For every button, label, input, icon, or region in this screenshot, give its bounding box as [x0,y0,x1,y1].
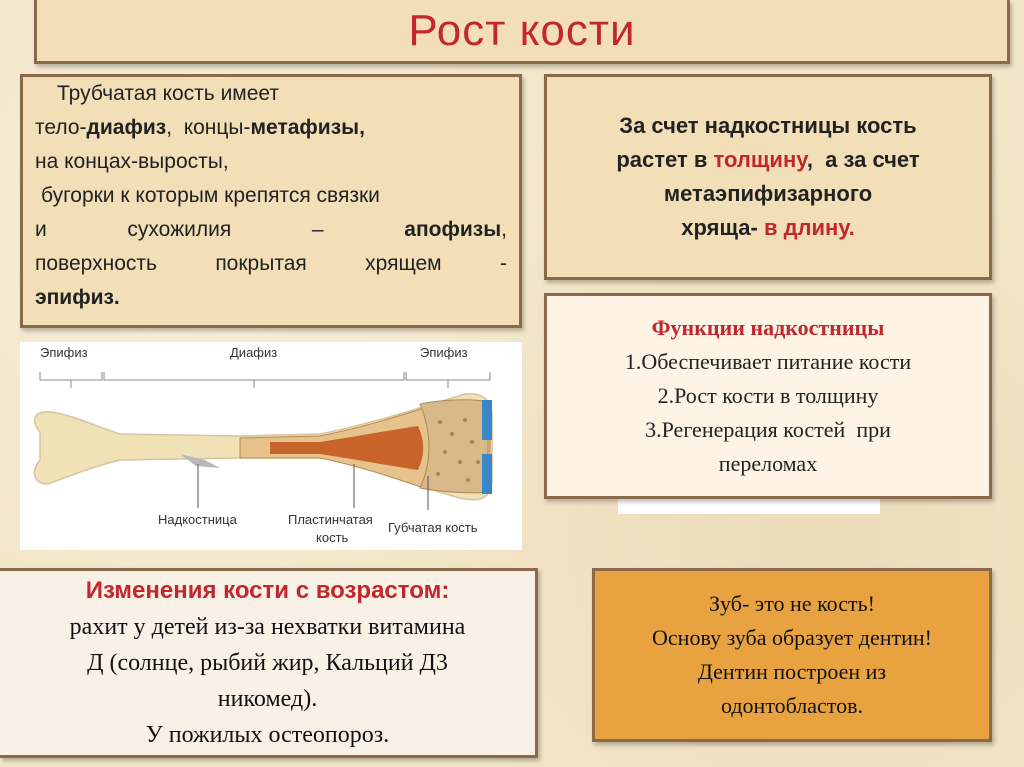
text: , концы- [166,116,251,139]
label-lamellar-bone-2: кость [316,530,349,545]
function-item: 2.Рост кости в толщину [657,383,879,408]
text: растет в [616,147,714,172]
bone-growth-box [544,74,992,280]
function-item: 3.Регенерация костей при [645,417,891,442]
term-length: в длину. [763,215,855,240]
page-title: Рост кости [408,5,636,55]
text: хряща- [681,215,764,240]
text-line: рахит у детей из-за нехватки витамина [69,614,466,640]
text-line: Д (солнце, рыбий жир, Кальций Д3 [87,650,448,676]
tooth-note-box [592,568,992,742]
function-item: 1.Обеспечивает питание кости [624,349,912,374]
text: поверхность [35,252,157,275]
function-item: переломах [718,451,818,476]
bone-diagram [20,342,522,550]
text: - [500,252,507,275]
tubular-bone-description [20,74,522,328]
long-bone-illustration [20,342,522,550]
text-line: метаэпифизарного [663,181,873,206]
text-line: одонтобластов. [720,693,864,718]
term-metaphyses: метафизы [250,116,360,139]
text-line: Основу зуба образует дентин! [652,625,932,650]
text-line: никомед). [217,686,318,712]
text: , [501,218,507,241]
age-changes-heading: Изменения кости с возрастом: [85,577,450,604]
label-diaphysis: Диафиз [230,345,278,360]
periosteum-functions-box [544,293,992,499]
text-line: бугорки к которым крепятся связки [41,184,380,207]
text: хрящем [365,252,442,275]
title-bar [34,0,1010,64]
text: сухожилия [127,218,232,241]
text-line: Зуб- это не кость! [709,591,875,616]
term-apophyses: апофизы [404,218,502,241]
text: , [359,116,365,139]
text-line: на концах-выросты, [35,150,229,173]
text-line: У пожилых остеопороз. [145,722,390,748]
term-diaphysis: диафиз [86,116,167,139]
label-epiphysis-left: Эпифиз [40,345,88,360]
text-line: Трубчатая кость имеет [57,82,280,105]
label-periosteum: Надкостница [158,512,237,527]
text-group [404,213,507,247]
term-thickness: толщину [713,147,807,172]
label-spongy-bone: Губчатая кость [388,520,478,535]
text-line: Дентин построен из [697,659,887,684]
text: и [35,218,47,241]
text: покрытая [215,252,307,275]
text: – [311,218,324,241]
functions-heading: Функции надкостницы [651,315,885,340]
text-line: За счет надкостницы кость [619,113,917,138]
text: , а за счет [806,147,920,172]
age-changes-box [0,568,538,758]
term-epiphysis: эпифиз. [35,286,120,309]
text: тело- [35,116,87,139]
label-epiphysis-right: Эпифиз [420,345,468,360]
label-lamellar-bone-1: Пластинчатая [288,512,373,527]
